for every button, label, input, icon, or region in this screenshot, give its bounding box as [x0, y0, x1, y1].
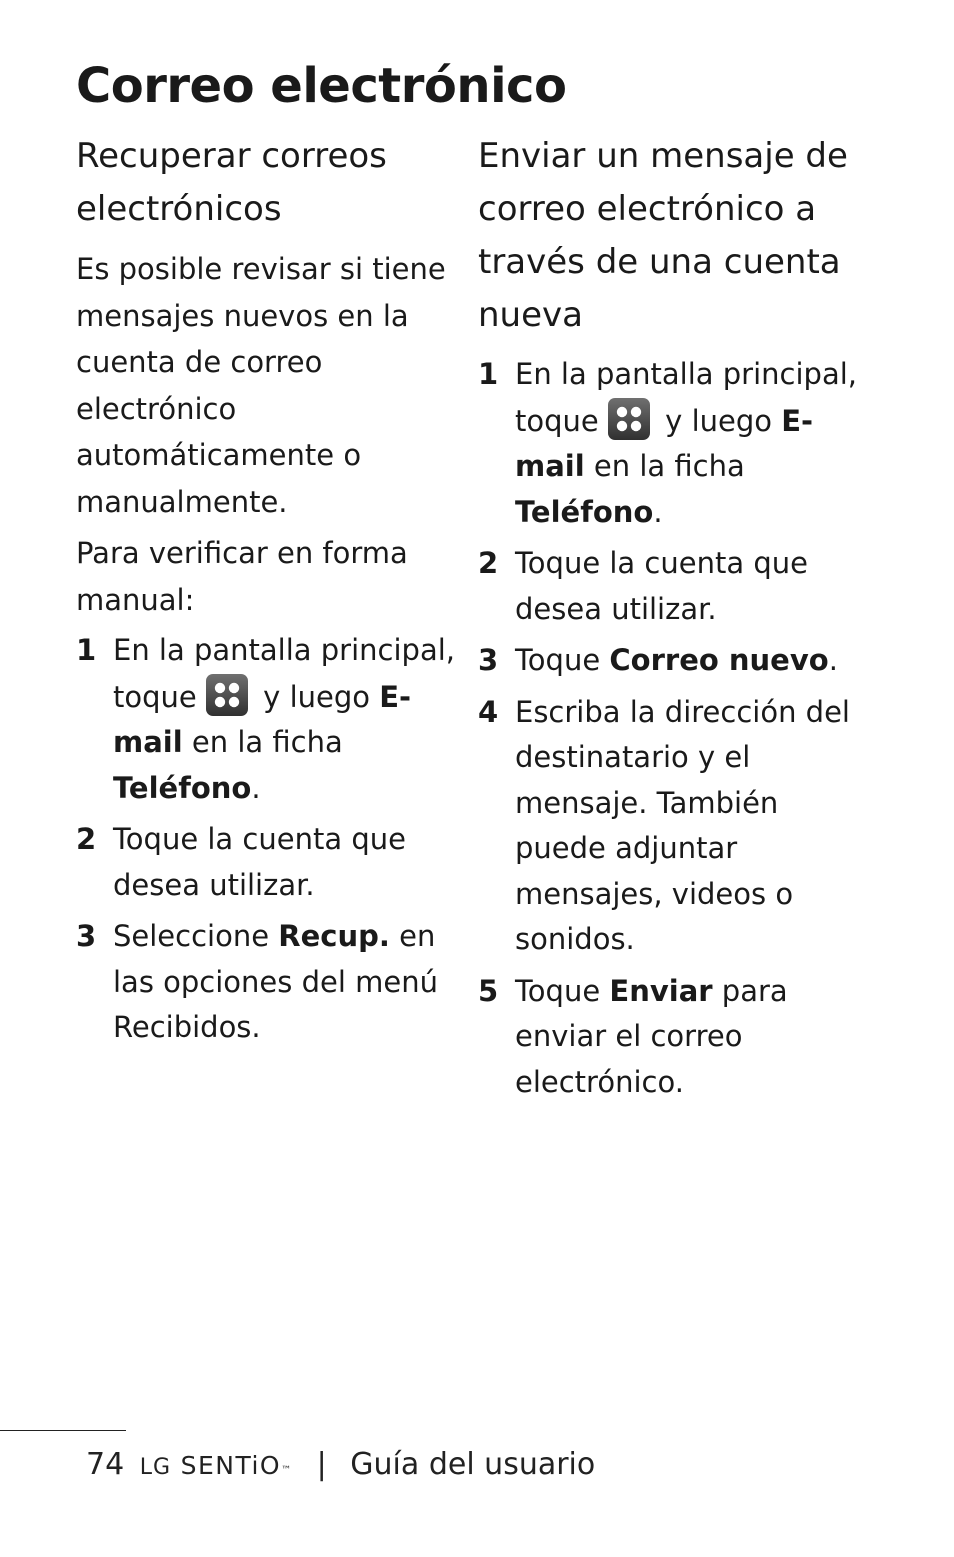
footer-separator: | [316, 1447, 327, 1482]
list-item [76, 914, 456, 1051]
step-text: En la pantalla principal, toque [515, 357, 857, 438]
new-mail-keyword: Correo nuevo [609, 643, 829, 677]
apps-grid-icon [206, 674, 248, 716]
guide-title: Guía del usuario [350, 1447, 596, 1482]
step-text: y luego [253, 679, 380, 714]
step-text: en la ficha [182, 725, 343, 759]
list-item [478, 541, 878, 632]
phone-tab-keyword: Teléfono [515, 494, 654, 529]
send-steps-list [478, 352, 878, 1105]
retrieve-steps-list [76, 628, 456, 1051]
send-keyword: Enviar [609, 973, 713, 1008]
email-keyword: E-mail [113, 679, 412, 759]
step-number: 3 [478, 643, 499, 677]
list-item [478, 638, 878, 684]
step-text: Toque la cuenta que desea utilizar. [515, 546, 808, 626]
step-text: para enviar el correo electrónico. [515, 973, 788, 1099]
manual-intro: Para verificar en forma manual: [76, 536, 408, 617]
brand-logo: LG [139, 1455, 172, 1480]
step-number: 5 [478, 973, 499, 1008]
step-text: en la ficha [584, 449, 745, 483]
section-heading-send: Enviar un mensaje de correo electrónico a través de una cuenta nueva [478, 136, 848, 335]
step-text: . [828, 643, 838, 677]
page-number: 74 [86, 1447, 125, 1482]
footer-divider [0, 1430, 126, 1431]
trademark-symbol: ™ [281, 1465, 292, 1476]
footer [86, 1442, 595, 1491]
step-number: 2 [76, 822, 97, 856]
list-item [76, 628, 456, 811]
step-text: Escriba la dirección del destinatario y el mensaje. También puede adjuntar mensajes, videos o sonidos. [515, 694, 850, 956]
step-text: . [653, 494, 663, 529]
step-number: 1 [76, 633, 97, 667]
step-text: Toque [515, 973, 610, 1008]
list-item [478, 690, 878, 963]
section-send-email [478, 130, 878, 1111]
step-number: 2 [478, 546, 499, 580]
step-number: 4 [478, 694, 499, 729]
list-item [478, 969, 878, 1106]
section-heading-retrieve: Recuperar correos electrónicos [76, 136, 387, 229]
list-item [76, 817, 456, 908]
step-text: Toque la cuenta que desea utilizar. [113, 822, 406, 902]
step-text: Toque [515, 643, 610, 677]
retrieve-keyword: Recup. [278, 919, 390, 953]
step-text: . [251, 770, 261, 805]
step-text: en las opciones del menú Recibidos. [113, 919, 438, 1044]
step-text: y luego [655, 403, 782, 438]
section-retrieve-email [76, 130, 456, 1057]
list-item [478, 352, 878, 535]
step-number: 1 [478, 357, 499, 391]
step-text: En la pantalla principal, toque [113, 633, 455, 714]
step-number: 3 [76, 919, 97, 953]
page-title: Correo electrónico [76, 58, 567, 114]
apps-grid-icon [608, 398, 650, 440]
step-text: Seleccione [113, 919, 279, 953]
phone-tab-keyword: Teléfono [113, 770, 252, 805]
intro-paragraph: Es posible revisar si tiene mensajes nuevos en la cuenta de correo electrónico automáticamente o manualmente. [76, 252, 446, 519]
model-name: SENTiO [180, 1451, 282, 1480]
email-keyword: E-mail [515, 403, 814, 483]
